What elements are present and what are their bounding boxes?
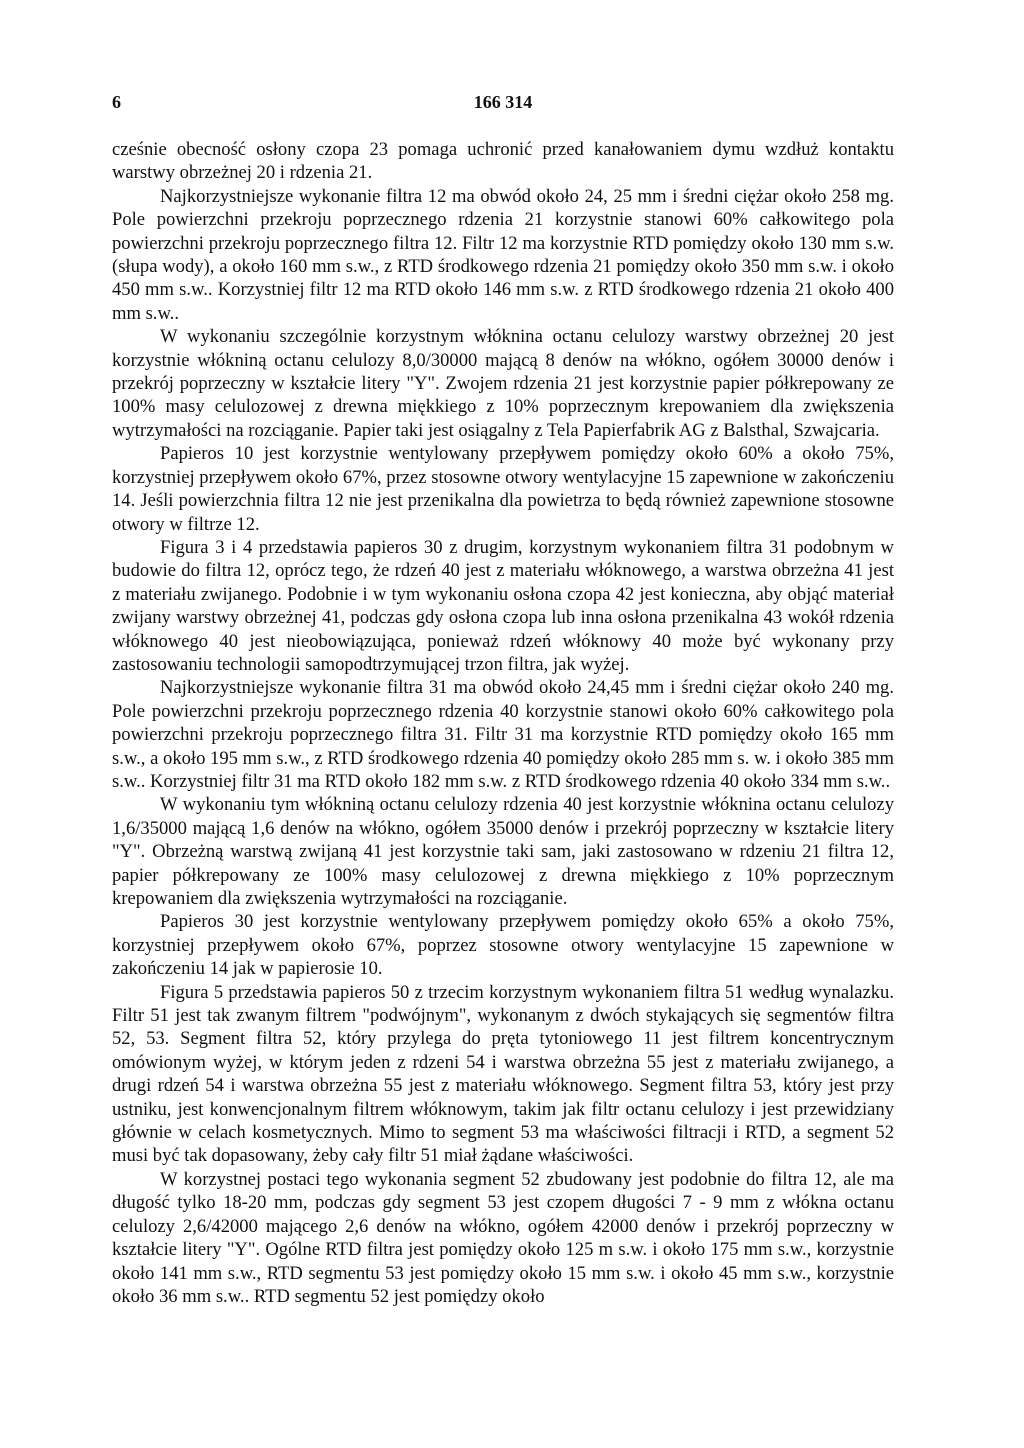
page-number: 6 — [112, 92, 121, 112]
paragraph: Najkorzystniejsze wykonanie filtra 31 ma obwód około 24,45 mm i średni ciężar około 240 mg. Pole powierzchni przekroju poprzecznego rdzenia 40 korzystnie stanowi około 60% całkowitego pola powierzchni przekroju poprzecznego filtra 31. Filtr 31 ma korzystnie RTD pomiędzy około 165 mm s.w., a około 195 mm s.w., z RTD środkowego rdzenia 40 pomiędzy około 285 mm s. w. i około 385 mm s.w.. Korzystniej filtr 31 ma RTD około 182 mm s.w. z RTD środkowego rdzenia 40 około 334 mm s.w.. — [112, 677, 894, 792]
document-number: 166 314 — [473, 92, 533, 112]
paragraph: W korzystnej postaci tego wykonania segment 52 zbudowany jest podobnie do filtra 12, ale ma długość tylko 18-20 mm, podczas gdy segment 53 jest czopem długości 7 - 9 mm z włókna octanu celulozy 2,6/42000 mającego 2,6 denów na włókno, ogółem 42000 denów i przekrój poprzeczny w kształcie litery "Y". Ogólne RTD filtra jest pomiędzy około 125 m s.w. i około 175 mm s.w., korzystnie około 141 mm s.w., RTD segmentu 53 jest pomiędzy około 15 mm s.w. i około 45 mm s.w., korzystnie około 36 mm s.w.. RTD segmentu 52 jest pomiędzy około — [112, 1168, 894, 1307]
paragraph: Najkorzystniejsze wykonanie filtra 12 ma obwód około 24, 25 mm i średni ciężar około 258 mg. Pole powierzchni przekroju poprzecznego rdzenia 21 korzystnie stanowi 60% całkowitego pola powierzchni przekroju poprzecznego filtra 12. Filtr 12 ma korzystnie RTD pomiędzy około 130 mm s.w. (słupa wody), a około 160 mm s.w., z RTD środkowego rdzenia 21 pomiędzy około 350 mm s.w. i około 450 mm s.w.. Korzystniej filtr 12 ma RTD około 146 mm s.w. z RTD środkowego rdzenia 21 około 400 mm s.w.. — [112, 185, 894, 324]
body-text — [112, 138, 894, 1308]
paragraph: Figura 5 przedstawia papieros 50 z trzecim korzystnym wykonaniem filtra 51 według wynalazku. Filtr 51 jest tak zwanym filtrem "podwójnym", wykonanym z dwóch stykających się segmentów filtra 52, 53. Segment filtra 52, który przylega do pręta tytoniowego 11 jest filtrem koncentrycznym omówionym wyżej, w którym jeden z rdzeni 54 i warstwa obrzeżna 55 jest z materiału zwijanego, a drugi rdzeń 54 i warstwa obrzeżna 55 jest z materiału włóknowego. Segment filtra 53, który jest przy ustniku, jest konwencjonalnym filtrem włóknowym, takim jak filtr octanu celulozy i jest przewidziany głównie w celach kosmetycznych. Mimo to segment 53 ma właściwości filtracji i RTD, a segment 52 musi być tak dopasowany, żeby cały filtr 51 miał żądane właściwości. — [112, 981, 894, 1167]
paragraph: Papieros 10 jest korzystnie wentylowany przepływem pomiędzy około 60% a około 75%, korzystniej przepływem około 67%, przez stosowne otwory wentylacyjne 15 zapewnione w zakończeniu 14. Jeśli powierzchnia filtra 12 nie jest przenikalna dla powietrza to będą również zapewnione stosowne otwory w filtrze 12. — [112, 443, 894, 535]
paragraph-continuation: cześnie obecność osłony czopa 23 pomaga uchronić przed kanałowaniem dymu wzdłuż kontaktu warstwy obrzeżnej 20 i rdzenia 21. — [112, 139, 894, 184]
document-page — [112, 92, 894, 1308]
paragraph: W wykonaniu szczególnie korzystnym włóknina octanu celulozy warstwy obrzeżnej 20 jest korzystnie włókniną octanu celulozy 8,0/30000 mającą 8 denów na włókno, ogółem 30000 denów i przekrój poprzeczny w kształcie litery "Y". Zwojem rdzenia 21 jest korzystnie papier półkrepowany ze 100% masy celulozowej z drewna miękkiego z 10% poprzecznym krepowaniem dla zwiększenia wytrzymałości na rozciąganie. Papier taki jest osiągalny z Tela Papierfabrik AG z Balsthal, Szwajcaria. — [112, 326, 894, 441]
paragraph: Papieros 30 jest korzystnie wentylowany przepływem pomiędzy około 65% a około 75%, korzystniej przepływem około 67%, poprzez stosowne otwory wentylacyjne 15 zapewnione w zakończeniu 14 jak w papierosie 10. — [112, 911, 894, 980]
paragraph: Figura 3 i 4 przedstawia papieros 30 z drugim, korzystnym wykonaniem filtra 31 podobnym w budowie do filtra 12, oprócz tego, że rdzeń 40 jest z materiału włóknowego, a warstwa obrzeżna 41 jest z materiału zwijanego. Podobnie i w tym wykonaniu osłona czopa 42 jest konieczna, aby objąć materiał zwijany warstwy obrzeżnej 41, podczas gdy osłona czopa lub inna osłona przenikalna 43 wokół rdzenia włóknowego 40 jest nieobowiązująca, ponieważ rdzeń włóknowy 40 może być wykonany przy zastosowaniu technologii samopodtrzymującej trzon filtra, jak wyżej. — [112, 536, 894, 675]
page-header — [112, 92, 894, 118]
paragraph: W wykonaniu tym włókniną octanu celulozy rdzenia 40 jest korzystnie włóknina octanu celulozy 1,6/35000 mającą 1,6 denów na włókno, ogółem 35000 denów i przekrój poprzeczny w kształcie litery "Y". Obrzeżną warstwą zwijaną 41 jest korzystnie taki sam, jaki zastosowano w rdzeniu 21 filtra 12, papier półkrepowany ze 100% masy celulozowej z drewna miękkiego z 10% poprzecznym krepowaniem dla zwiększenia wytrzymałości na rozciąganie. — [112, 794, 894, 909]
